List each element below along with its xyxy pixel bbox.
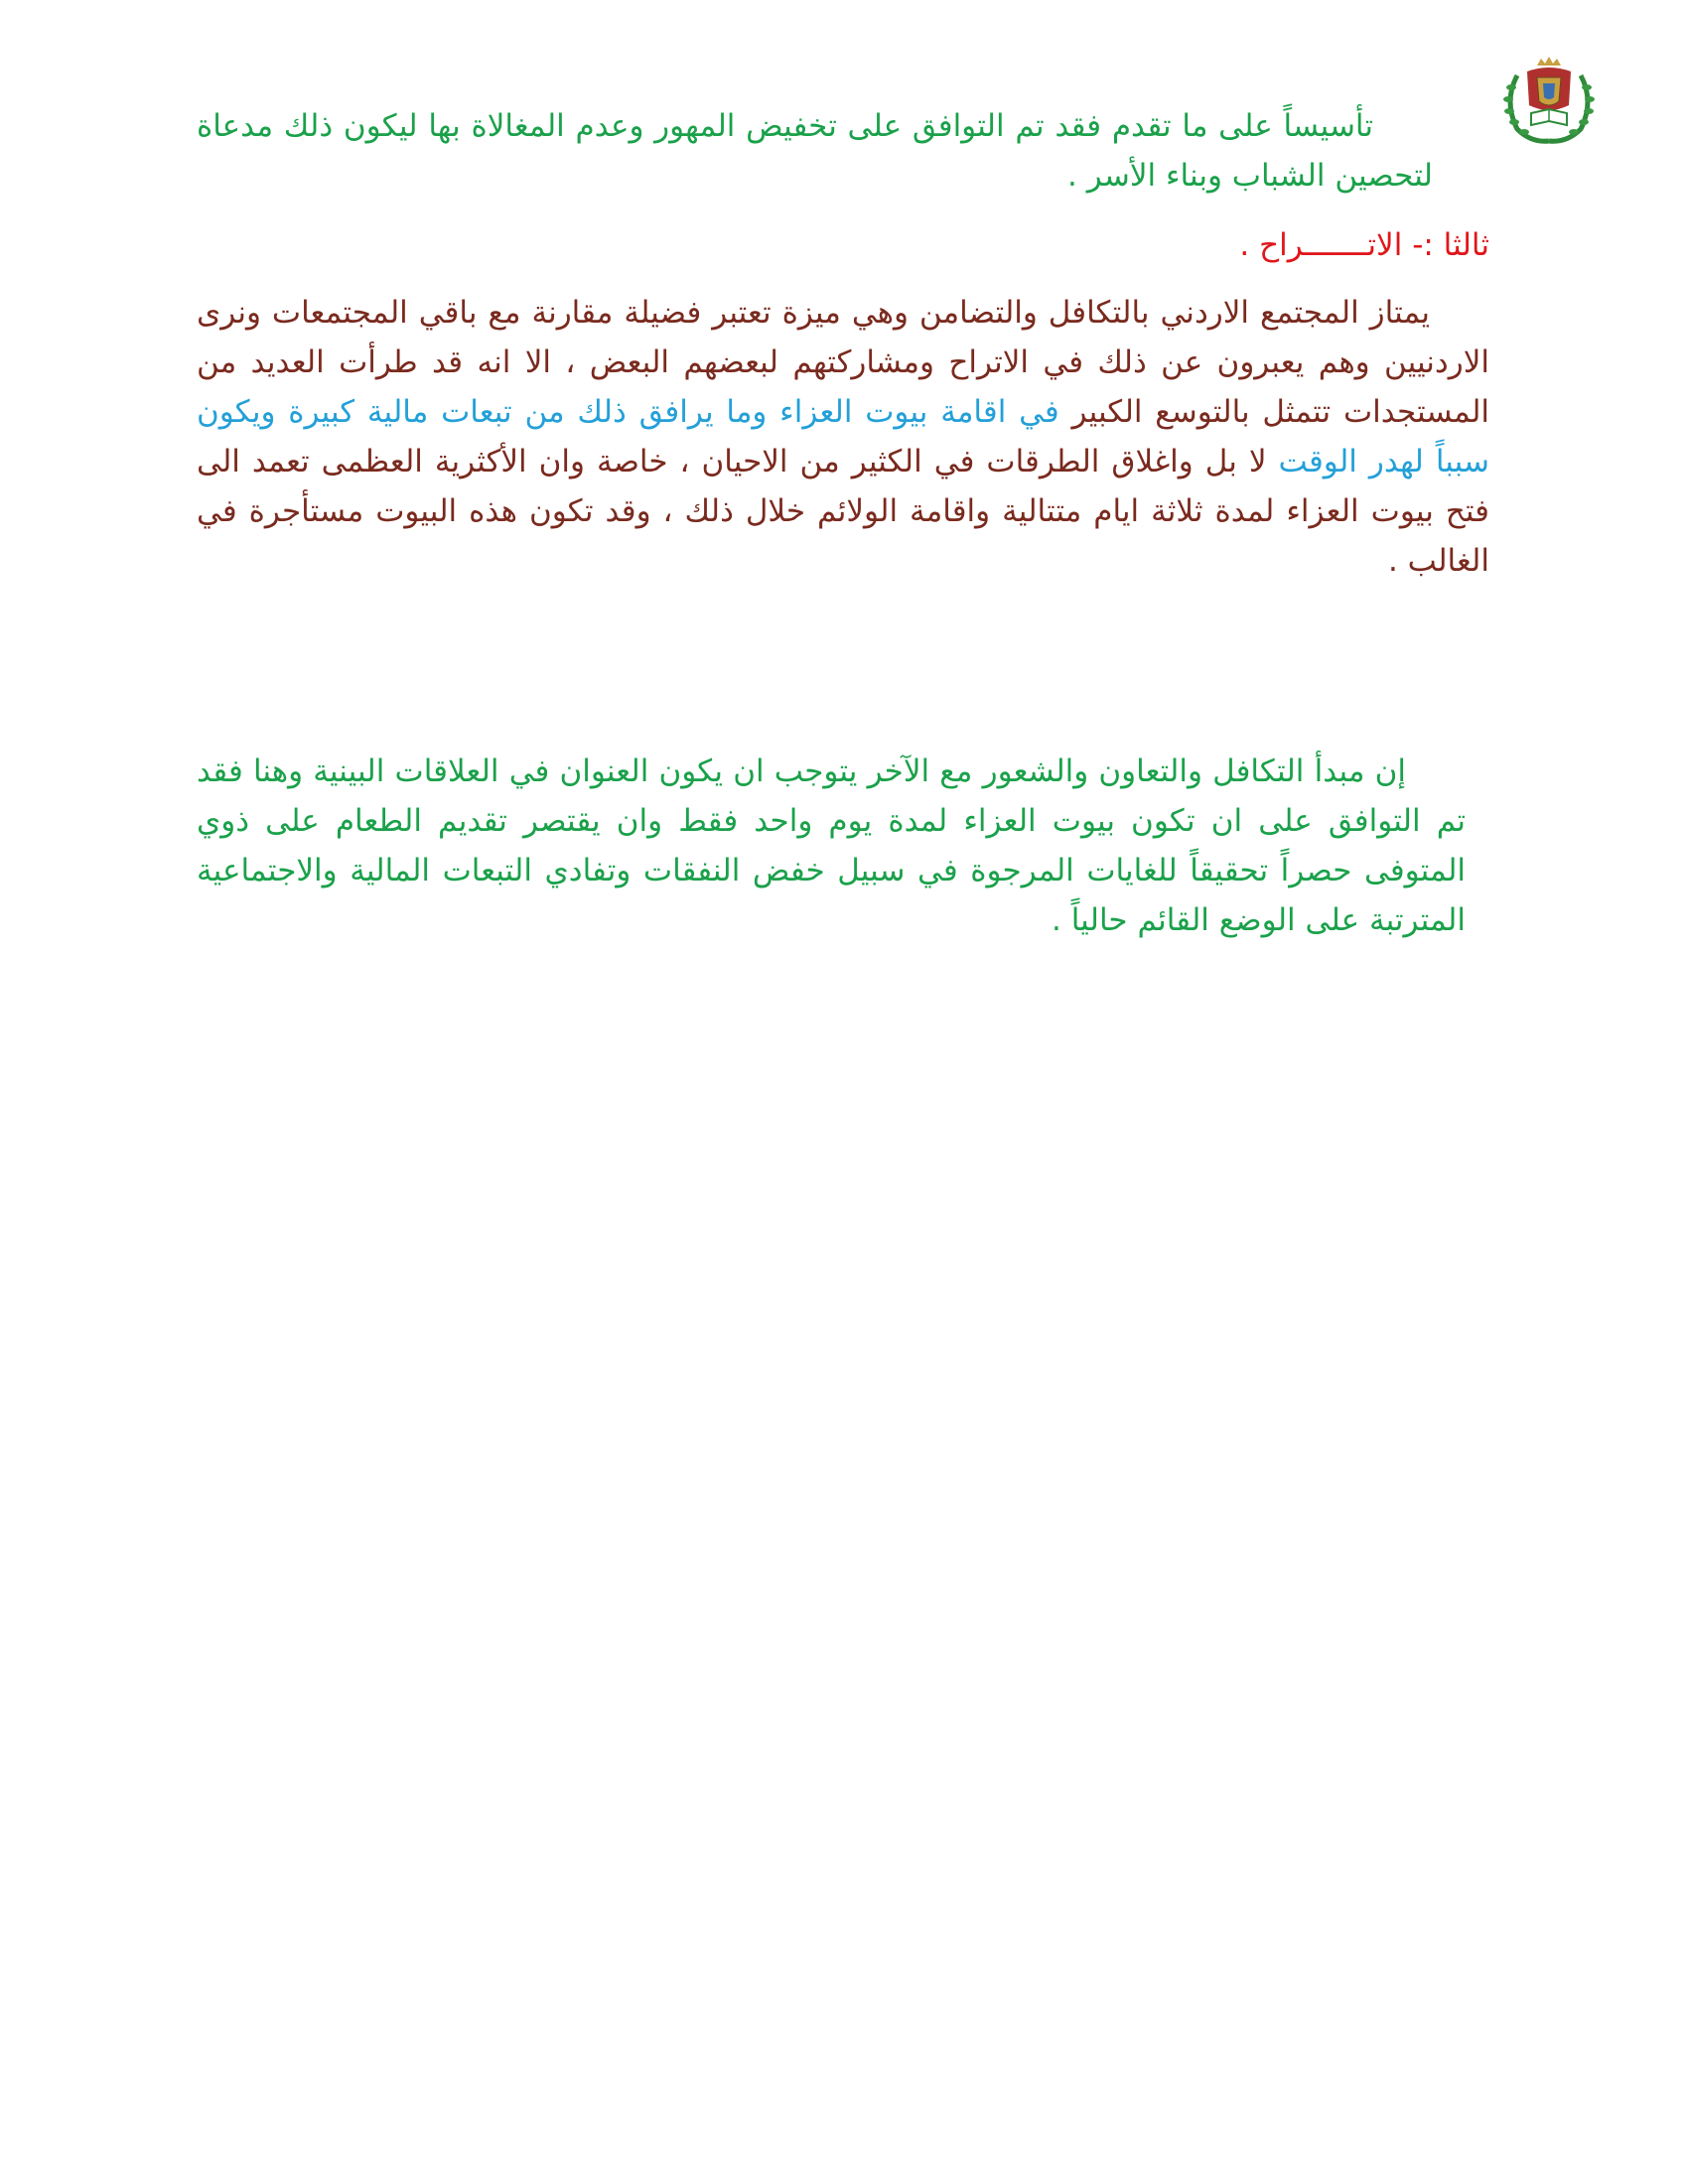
section-3-heading: ثالثا :- الاتـــــــراح . xyxy=(1239,227,1489,263)
paragraph-2-part-3: لا بل واغلاق الطرقات في الكثير من الاحيان ، خاصة وان الأكثرية العظمى تعمد الى فتح بيوت العزاء لمدة ثلاثة ايام متتالية واقامة الولائم خلال ذلك ، وقد تكون هذه البيوت مستأجرة في الغالب . xyxy=(197,444,1489,579)
paragraph-1: تأسيساً على ما تقدم فقد تم التوافق على تخفيض المهور وعدم المغالاة بها ليكون ذلك مدعاة لتحصين الشباب وبناء الأسر . xyxy=(197,108,1433,194)
paragraph-2 xyxy=(197,288,1489,586)
jordan-coat-of-arms-icon xyxy=(1497,56,1601,147)
paragraph-2-highlight: في اقامة بيوت العزاء وما يرافق ذلك من تبعات مالية كبيرة ويكون سبباً لهدر الوقت xyxy=(197,394,1489,479)
paragraph-3: إن مبدأ التكافل والتعاون والشعور مع الآخر يتوجب ان يكون العنوان في العلاقات البينية وهنا فقد تم التوافق على ان تكون بيوت العزاء لمدة يوم واحد فقط وان يقتصر تقديم الطعام على ذوي المتوفى حصراً تحقيقاً للغايات المرجوة في سبيل خفض النفقات وتفادي التبعات المالية والاجتماعية المترتبة على الوضع القائم حالياً . xyxy=(197,753,1466,938)
paragraph-2-part-1: يمتاز المجتمع الاردني بالتكافل والتضامن وهي ميزة تعتبر فضيلة مقارنة مع باقي المجتمعات ونرى الاردنيين وهم يعبرون عن ذلك في الاتراح ومشاركتهم لبعضهم البعض ، الا انه قد طرأت العديد من المستجدات تتمثل بالتوسع الكبير xyxy=(197,295,1490,430)
